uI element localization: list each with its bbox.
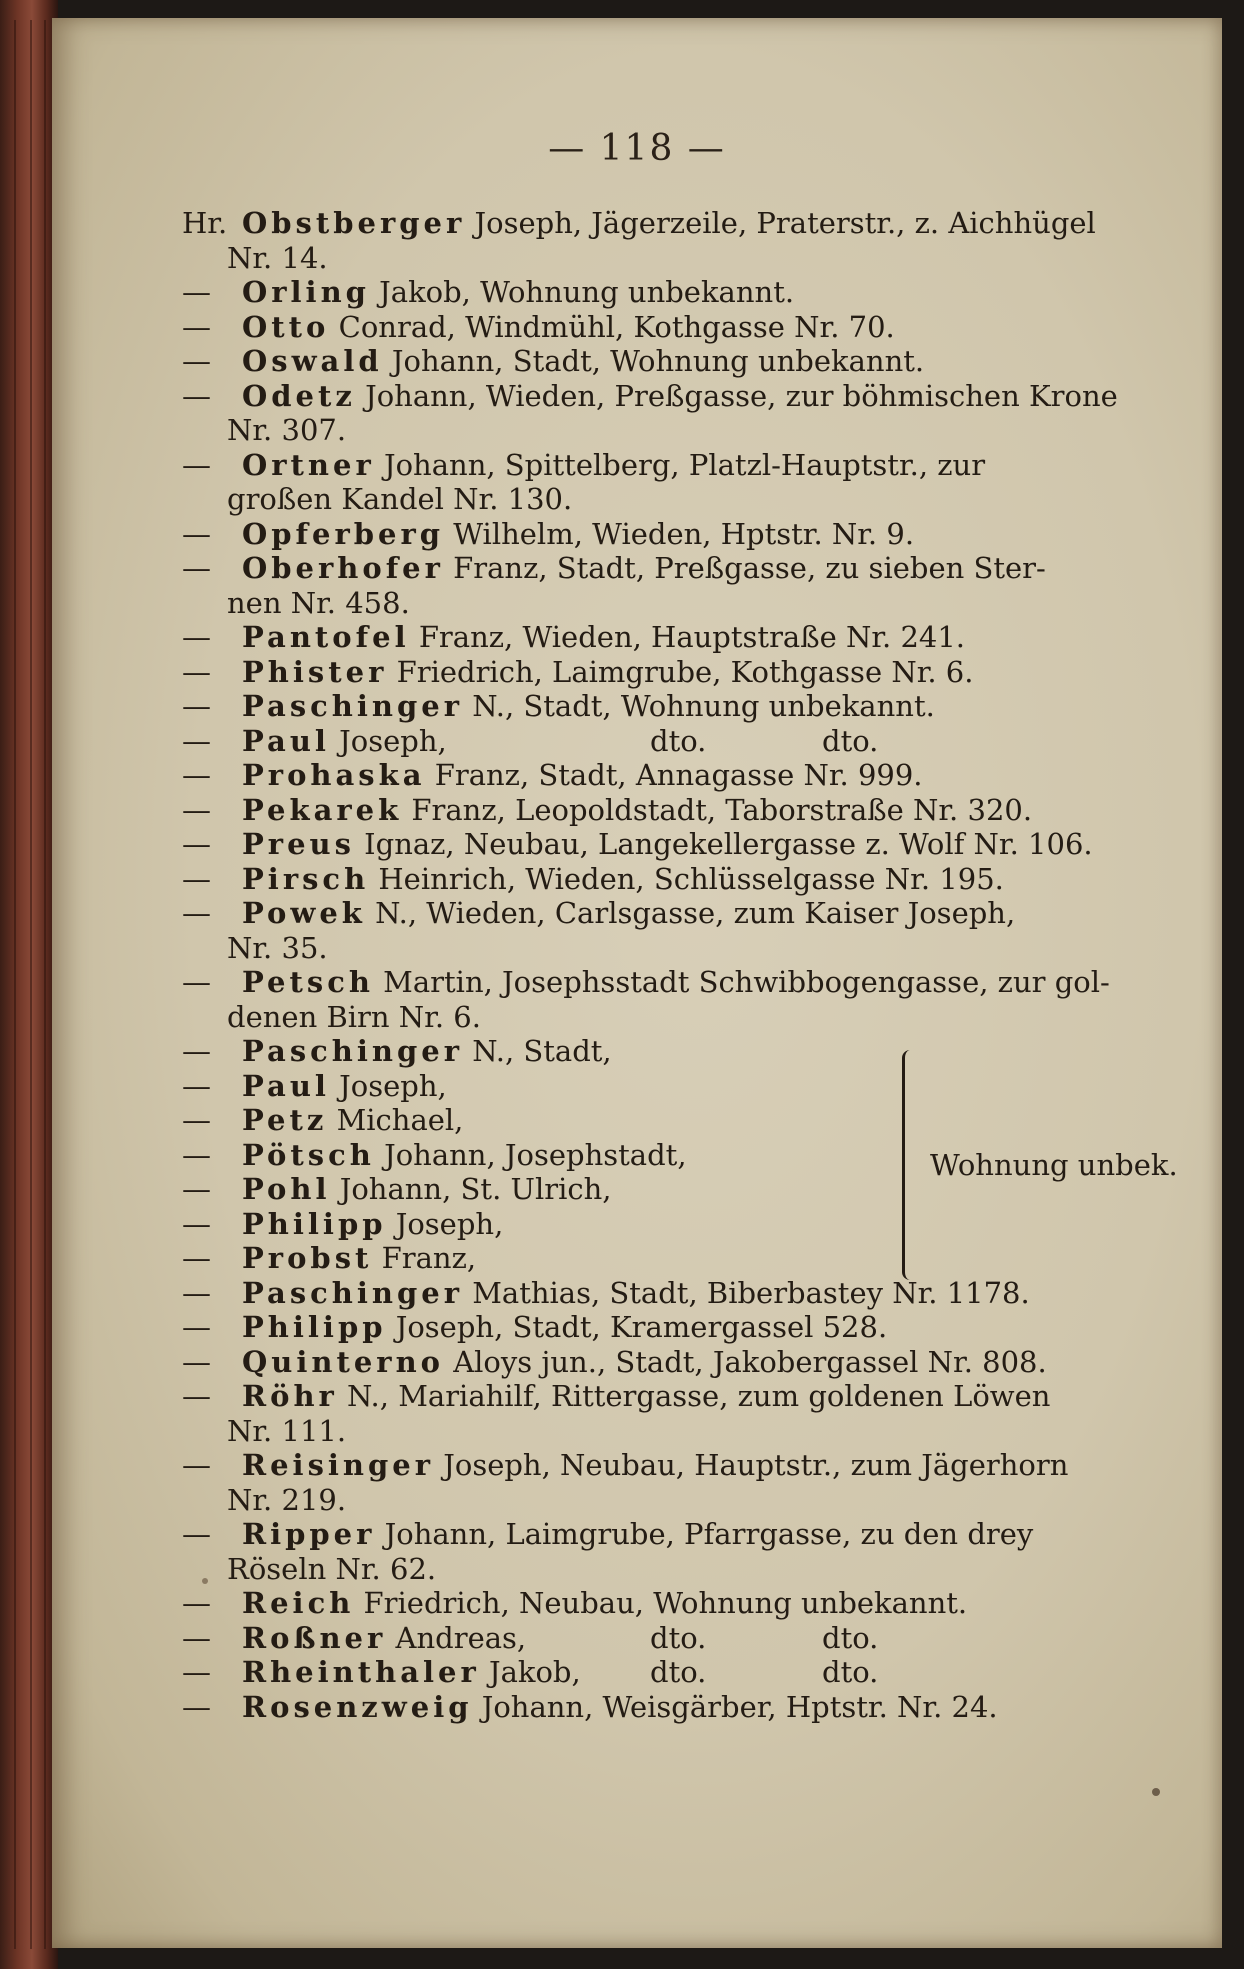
entry-surname: Philipp	[242, 1310, 387, 1344]
entry-prefix: Hr.	[182, 206, 228, 240]
entry-prefix: —	[182, 1689, 211, 1724]
entry-surname: Paschinger	[242, 1275, 463, 1310]
entry-details: Franz, Wieden, Hauptstraße Nr. 241.	[418, 620, 966, 654]
entry-details: Mathias, Stadt, Biberbastey Nr. 1178.	[472, 1275, 1030, 1310]
entry-prefix: —	[182, 516, 211, 551]
entry-surname: Rheinthaler	[242, 1655, 480, 1689]
directory-entry	[182, 1034, 1182, 1069]
ditto-mark: dto.	[650, 723, 707, 758]
entry-details: Johann, Weisgärber, Hptstr. Nr. 24.	[481, 1689, 998, 1724]
entry-first-line	[182, 793, 1182, 828]
directory-entry	[182, 793, 1182, 828]
directory-entry	[182, 1379, 1182, 1448]
entry-details: Aloys jun., Stadt, Jakobergassel Nr. 808.	[453, 1344, 1047, 1379]
directory-entry	[182, 1655, 1182, 1690]
entry-first-line	[182, 1379, 1182, 1414]
directory-entry	[182, 1103, 1182, 1138]
directory-entry	[182, 862, 1182, 897]
directory-entry	[182, 689, 1182, 724]
entry-prefix: —	[182, 1517, 211, 1551]
ditto-mark: dto.	[822, 1620, 879, 1655]
entry-prefix: —	[182, 344, 211, 378]
paper-stain	[202, 1578, 208, 1584]
entry-first-line	[182, 1448, 1182, 1483]
entry-surname: Quinterno	[242, 1344, 444, 1379]
entry-prefix: —	[182, 1620, 211, 1655]
directory-entries	[182, 206, 1182, 1724]
entry-first-line	[182, 689, 1182, 724]
entry-surname: Röhr	[242, 1379, 338, 1413]
entry-surname: Rosenzweig	[242, 1689, 473, 1724]
entry-details: Andreas,	[395, 1620, 527, 1655]
entry-details: Jakob,	[488, 1655, 581, 1689]
directory-entry	[182, 620, 1182, 655]
entry-first-line	[182, 517, 1182, 552]
entry-surname: Paul	[242, 1068, 330, 1103]
entry-prefix: —	[182, 1034, 211, 1068]
entry-prefix: —	[182, 620, 211, 654]
ditto-mark: dto.	[650, 1620, 707, 1655]
entry-first-line	[182, 275, 1182, 310]
directory-entry	[182, 1241, 1182, 1276]
entry-details: Martin, Josephsstadt Schwibbogengasse, zur gol-	[383, 965, 1110, 999]
entry-surname: Petz	[242, 1103, 328, 1137]
entry-details: Joseph,	[339, 1068, 447, 1103]
entry-details: Conrad, Windmühl, Kothgasse Nr. 70.	[338, 309, 895, 344]
entry-surname: Preus	[242, 827, 355, 861]
directory-entry	[182, 1517, 1182, 1586]
directory-entry	[182, 1345, 1182, 1380]
entry-first-line	[182, 862, 1182, 897]
entry-prefix: —	[182, 1241, 211, 1275]
entry-first-line	[182, 344, 1182, 379]
entry-details: Friedrich, Neubau, Wohnung unbekannt.	[363, 1586, 968, 1620]
entry-first-line	[182, 448, 1182, 483]
entry-surname: Paul	[242, 723, 330, 758]
entry-continuation: Nr. 14.	[227, 240, 328, 275]
entry-prefix: —	[182, 723, 211, 758]
entry-prefix: —	[182, 689, 211, 723]
entry-first-line	[182, 758, 1182, 793]
entry-first-line	[182, 1690, 1182, 1725]
entry-details: N., Stadt,	[472, 1034, 612, 1068]
directory-entry	[182, 344, 1182, 379]
entry-prefix: —	[182, 1655, 211, 1689]
entry-surname: Obstberger	[242, 206, 466, 240]
directory-entry	[182, 1276, 1182, 1311]
directory-entry	[182, 310, 1182, 345]
entry-prefix: —	[182, 447, 211, 482]
entry-details: Jakob, Wohnung unbekannt.	[379, 275, 795, 309]
entry-first-line	[182, 1276, 1182, 1311]
entry-prefix: —	[182, 896, 211, 930]
entry-continuation: nen Nr. 458.	[227, 585, 410, 620]
entry-surname: Odetz	[242, 378, 356, 413]
entry-first-line	[182, 896, 1182, 931]
entry-prefix: —	[182, 654, 211, 689]
entry-prefix: —	[182, 792, 211, 827]
entry-continuation: denen Birn Nr. 6.	[227, 999, 481, 1034]
entry-prefix: —	[182, 378, 211, 413]
entry-surname: Paschinger	[242, 689, 463, 723]
entry-prefix: —	[182, 1448, 211, 1482]
entry-prefix: —	[182, 309, 211, 344]
entry-surname: Pötsch	[242, 1137, 375, 1172]
entry-prefix: —	[182, 861, 211, 896]
ditto-mark: dto.	[822, 723, 879, 758]
entry-first-line	[182, 827, 1182, 862]
ditto-mark: dto.	[650, 1655, 707, 1689]
entry-surname: Prohaska	[242, 758, 426, 792]
entry-prefix: —	[182, 965, 211, 999]
entry-surname: Pekarek	[242, 792, 403, 827]
entry-details: Johann, Josephstadt,	[384, 1137, 687, 1172]
entry-details: Franz, Leopoldstadt, Taborstraße Nr. 320.	[411, 792, 1033, 827]
entry-continuation: Röseln Nr. 62.	[227, 1551, 437, 1586]
entry-first-line	[182, 1207, 1182, 1242]
entry-details: Joseph, Jägerzeile, Praterstr., z. Aichhügel	[474, 206, 1096, 240]
entry-prefix: —	[182, 758, 211, 792]
directory-entry	[182, 379, 1182, 448]
entry-continuation: Nr. 219.	[227, 1482, 347, 1517]
entry-details: N., Wieden, Carlsgasse, zum Kaiser Joseph,	[375, 896, 1016, 930]
entry-first-line	[182, 620, 1182, 655]
page-number: — 118 —	[548, 128, 726, 169]
entry-continuation: großen Kandel Nr. 130.	[227, 482, 573, 516]
entry-prefix: —	[182, 1206, 211, 1241]
entry-details: Ignaz, Neubau, Langekellergasse z. Wolf Nr. 106.	[364, 827, 1093, 861]
directory-entry	[182, 206, 1182, 275]
entry-continuation: Nr. 307.	[227, 413, 347, 447]
directory-entry	[182, 1586, 1182, 1621]
entry-surname: Opferberg	[242, 516, 445, 551]
entry-first-line	[182, 551, 1182, 586]
entry-prefix: —	[182, 1172, 211, 1206]
entry-first-line	[182, 206, 1182, 241]
entry-details: Michael,	[336, 1103, 464, 1137]
entry-prefix: —	[182, 1379, 211, 1413]
entry-continuation: Nr. 111.	[227, 1413, 347, 1448]
entry-continuation: Nr. 35.	[227, 930, 328, 965]
entry-surname: Pohl	[242, 1172, 331, 1206]
paper-stain	[1152, 1788, 1160, 1796]
entry-first-line	[182, 1103, 1182, 1138]
entry-surname: Pirsch	[242, 861, 370, 896]
directory-entry	[182, 1621, 1182, 1656]
entry-prefix: —	[182, 1275, 211, 1310]
entry-first-line	[182, 1345, 1182, 1380]
entry-details: Johann, Wieden, Preßgasse, zur böhmischen Krone	[365, 378, 1118, 413]
entry-surname: Otto	[242, 309, 330, 344]
entry-prefix: —	[182, 1586, 211, 1620]
entry-first-line	[182, 655, 1182, 690]
entry-surname: Pantofel	[242, 620, 410, 654]
entry-first-line	[182, 310, 1182, 345]
entry-first-line	[182, 1517, 1182, 1552]
bracket-brace	[902, 1050, 923, 1280]
directory-entry	[182, 1207, 1182, 1242]
directory-entry	[182, 896, 1182, 965]
entry-surname: Ripper	[242, 1517, 376, 1551]
entry-prefix: —	[182, 1068, 211, 1103]
entry-surname: Philipp	[242, 1206, 387, 1241]
directory-entry	[182, 724, 1182, 759]
entry-details: Johann, St. Ulrich,	[339, 1172, 612, 1206]
entry-surname: Roßner	[242, 1620, 387, 1655]
directory-entry	[182, 827, 1182, 862]
entry-details: Franz, Stadt, Annagasse Nr. 999.	[434, 758, 923, 792]
entry-details: Johann, Spittelberg, Platzl-Hauptstr., zur	[383, 447, 986, 482]
entry-prefix: —	[182, 1103, 211, 1137]
directory-entry	[182, 517, 1182, 552]
entry-details: Joseph,	[339, 723, 447, 758]
left-page-edge	[0, 0, 58, 1969]
entry-details: Joseph, Neubau, Hauptstr., zum Jägerhorn	[443, 1448, 1069, 1482]
entry-first-line	[182, 1586, 1182, 1621]
entry-surname: Ortner	[242, 447, 375, 482]
entry-prefix: —	[182, 1310, 211, 1344]
entry-surname: Probst	[242, 1241, 373, 1275]
entry-first-line	[182, 1241, 1182, 1276]
entry-surname: Oswald	[242, 344, 383, 378]
entry-details: Franz, Stadt, Preßgasse, zu sieben Ster-	[453, 551, 1046, 585]
bracket-label: Wohnung unbek.	[930, 1148, 1178, 1182]
directory-entry	[182, 1448, 1182, 1517]
directory-entry	[182, 965, 1182, 1034]
entry-details: Johann, Stadt, Wohnung unbekannt.	[391, 344, 925, 378]
entry-prefix: —	[182, 551, 211, 585]
directory-entry	[182, 448, 1182, 517]
entry-surname: Reich	[242, 1586, 355, 1620]
directory-entry	[182, 551, 1182, 620]
entry-details: Franz,	[381, 1241, 477, 1275]
directory-entry	[182, 655, 1182, 690]
entry-surname: Phister	[242, 654, 388, 689]
entry-first-line	[182, 965, 1182, 1000]
directory-entry	[182, 1690, 1182, 1725]
entry-surname: Oberhofer	[242, 551, 444, 585]
directory-entry	[182, 758, 1182, 793]
directory-entry	[182, 275, 1182, 310]
entry-details: Wilhelm, Wieden, Hptstr. Nr. 9.	[453, 516, 915, 551]
entry-surname: Reisinger	[242, 1448, 435, 1482]
entry-details: N., Mariahilf, Rittergasse, zum goldenen Löwen	[347, 1379, 1051, 1413]
directory-entry	[182, 1310, 1182, 1345]
entry-surname: Powek	[242, 896, 366, 930]
entry-surname: Paschinger	[242, 1034, 463, 1068]
ditto-mark: dto.	[822, 1655, 879, 1689]
entry-prefix: —	[182, 1344, 211, 1379]
entry-details: Joseph, Stadt, Kramergassel 528.	[395, 1310, 888, 1344]
entry-first-line	[182, 1034, 1182, 1069]
directory-entry	[182, 1069, 1182, 1104]
entry-details: Heinrich, Wieden, Schlüsselgasse Nr. 195.	[378, 861, 1004, 896]
entry-details: Joseph,	[395, 1206, 504, 1241]
entry-first-line	[182, 379, 1182, 414]
entry-first-line	[182, 1310, 1182, 1345]
entry-details: Johann, Laimgrube, Pfarrgasse, zu den drey	[384, 1517, 1034, 1551]
entry-prefix: —	[182, 1137, 211, 1172]
entry-surname: Petsch	[242, 965, 374, 999]
entry-surname: Orling	[242, 275, 370, 309]
entry-first-line	[182, 1069, 1182, 1104]
entry-prefix: —	[182, 827, 211, 861]
entry-details: N., Stadt, Wohnung unbekannt.	[472, 689, 935, 723]
entry-details: Friedrich, Laimgrube, Kothgasse Nr. 6.	[396, 654, 974, 689]
entry-prefix: —	[182, 275, 211, 309]
book-page	[52, 18, 1222, 1948]
